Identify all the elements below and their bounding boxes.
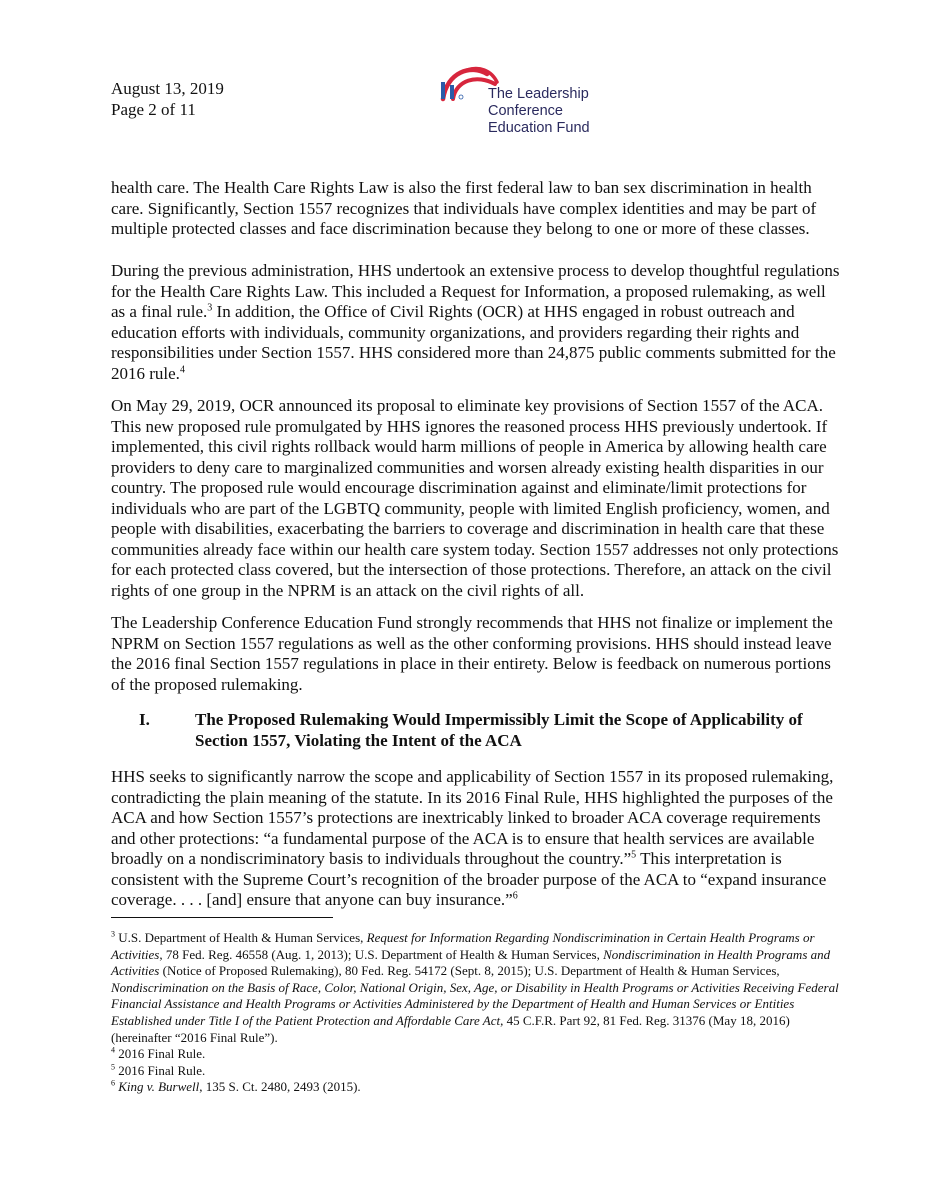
footnote-3-italic-2: Nondiscrimination in Health Programs and Activities [111,946,831,979]
footnote-4-text: 2016 Final Rule. [115,1046,206,1062]
footnote-ref-5: 5 [631,849,637,861]
footnote-4 [111,1046,841,1063]
footnote-ref-6: 6 [512,890,518,902]
section-number: I. [139,710,150,729]
logo-line-3: Education Fund [488,120,590,136]
footnote-3-italic-1: Request for Information Regarding Nondiscrimination in Certain Health Programs or Activities [111,930,815,962]
footnote-3-number: 3 [111,929,115,939]
footnote-divider [111,917,333,918]
letter-header [111,78,224,120]
section-title: The Proposed Rulemaking Would Impermissibly Limit the Scope of Applicability of Section 1557, Violating the Intent of the ACA [195,710,803,750]
footnote-6-case-name: King v. Burwell [118,1079,200,1095]
footnote-6-text: , 135 S. Ct. 2480, 2493 (2015). [199,1079,361,1095]
footnote-3-text-3: (Notice of Proposed Rulemaking), 80 Fed. Reg. 54172 (Sept. 8, 2015); U.S. Department of Health & Human Services, [159,963,780,979]
footnote-5 [111,1063,841,1080]
footnote-ref-3: 3 [207,302,213,314]
paragraph-3-text: On May 29, 2019, OCR announced its proposal to eliminate key provisions of Section 1557 of the ACA. This new proposed rule promulgated by HHS ignores the reasoned process HHS previously undertook. If implemented, this civil rights rollback would harm millions of people in America by allowing health care providers to deny care to marginalized communities and worsen already existing health disparities in our country. The proposed rule would encourage discrimination against and eliminate/limit protections for individuals who are part of the LGBTQ community, people with limited English proficiency, women, and people with disabilities, exacerbating the barriers to coverage and discrimination in health care that these communities already face within our health care system today. Section 1557 addresses not only protections for each protected class covered, but the intersection of those protections. Therefore, an attack on the civil rights of one group in the NPRM is an attack on the civil rights of all. [111,396,839,600]
footnote-5-text: 2016 Final Rule. [115,1062,206,1078]
page-number: Page 2 of 11 [111,100,196,119]
paragraph-5-text-b: This interpretation is consistent with the Supreme Court’s recognition of the broader purpose of the ACA to “expand insurance coverage. . . . [and] ensure that anyone can buy insurance.” [111,849,827,909]
footnote-3-italic-3: Nondiscrimination on the Basis of Race, Color, National Origin, Sex, Age, or Disability in Health Programs or Activities Receiving Federal Financial Assistance and Health Programs or Activities Administered by the Department of Health and Human Services or Entities Established under Title I of the Patient Protection and Affordable Care Act [111,979,839,1028]
footnote-4-number: 4 [111,1045,115,1055]
logo-text [488,86,590,137]
paragraph-3 [111,396,841,601]
paragraph-2-text-a: During the previous administration, HHS undertook an extensive process to develop thoughtful regulations for the Health Care Rights Law. This included a Request for Information, a proposed rulemaking, as well as a final rule. [111,261,840,321]
paragraph-4 [111,613,841,695]
paragraph-1-text: health care. The Health Care Rights Law is also the first federal law to ban sex discrimination in health care. Significantly, Section 1557 recognizes that individuals have complex identities and may be part of multiple protected classes and face discrimination because they belong to one or more of these classes. [111,178,817,238]
paragraph-5-text-a: HHS seeks to significantly narrow the scope and applicability of Section 1557 in its proposed rulemaking, contradicting the plain meaning of the statute. In its 2016 Final Rule, HHS highlighted the purposes of the ACA and how Section 1557’s protections are inextricably linked to broader ACA coverage requirements and other protections: “a fundamental purpose of the ACA is to ensure that health services are available broadly on a nondiscriminatory basis to individuals throughout the country.” [111,767,834,868]
paragraph-4-text: The Leadership Conference Education Fund strongly recommends that HHS not finalize or implement the NPRM on Section 1557 regulations as well as the other conforming provisions. HHS should instead leave the 2016 final Section 1557 regulations in place in their entirety. Below is feedback on numerous portions of the proposed rulemaking. [111,613,833,694]
organization-logo [437,60,597,140]
footnote-3-text-4: , 45 C.F.R. Part 92, 81 Fed. Reg. 31376 (May 18, 2016) (hereinafter “2016 Final Rule”). [111,1012,790,1045]
footnote-3-text-2: , 78 Fed. Reg. 46558 (Aug. 1, 2013); U.S. Department of Health & Human Services, [159,946,604,962]
footnote-3 [111,930,841,1046]
letter-date: August 13, 2019 [111,79,224,98]
paragraph-5 [111,767,841,911]
logo-line-1: The Leadership [488,86,589,102]
logo-line-2: Conference [488,103,563,119]
footnote-ref-4: 4 [179,363,185,375]
paragraph-2-text-b: In addition, the Office of Civil Rights (OCR) at HHS engaged in robust outreach and education efforts with individuals, community organizations, and providers regarding their rights and responsibilities under Section 1557. HHS considered more than 24,875 public comments submitted for the 2016 rule. [111,302,836,383]
footnotes [111,930,841,1096]
paragraph-1 [111,178,841,240]
footnote-5-number: 5 [111,1062,115,1072]
footnote-3-text-1: U.S. Department of Health & Human Services, [118,930,367,945]
paragraph-2 [111,261,841,384]
footnote-6 [111,1079,841,1096]
footnote-6-number: 6 [111,1079,115,1089]
